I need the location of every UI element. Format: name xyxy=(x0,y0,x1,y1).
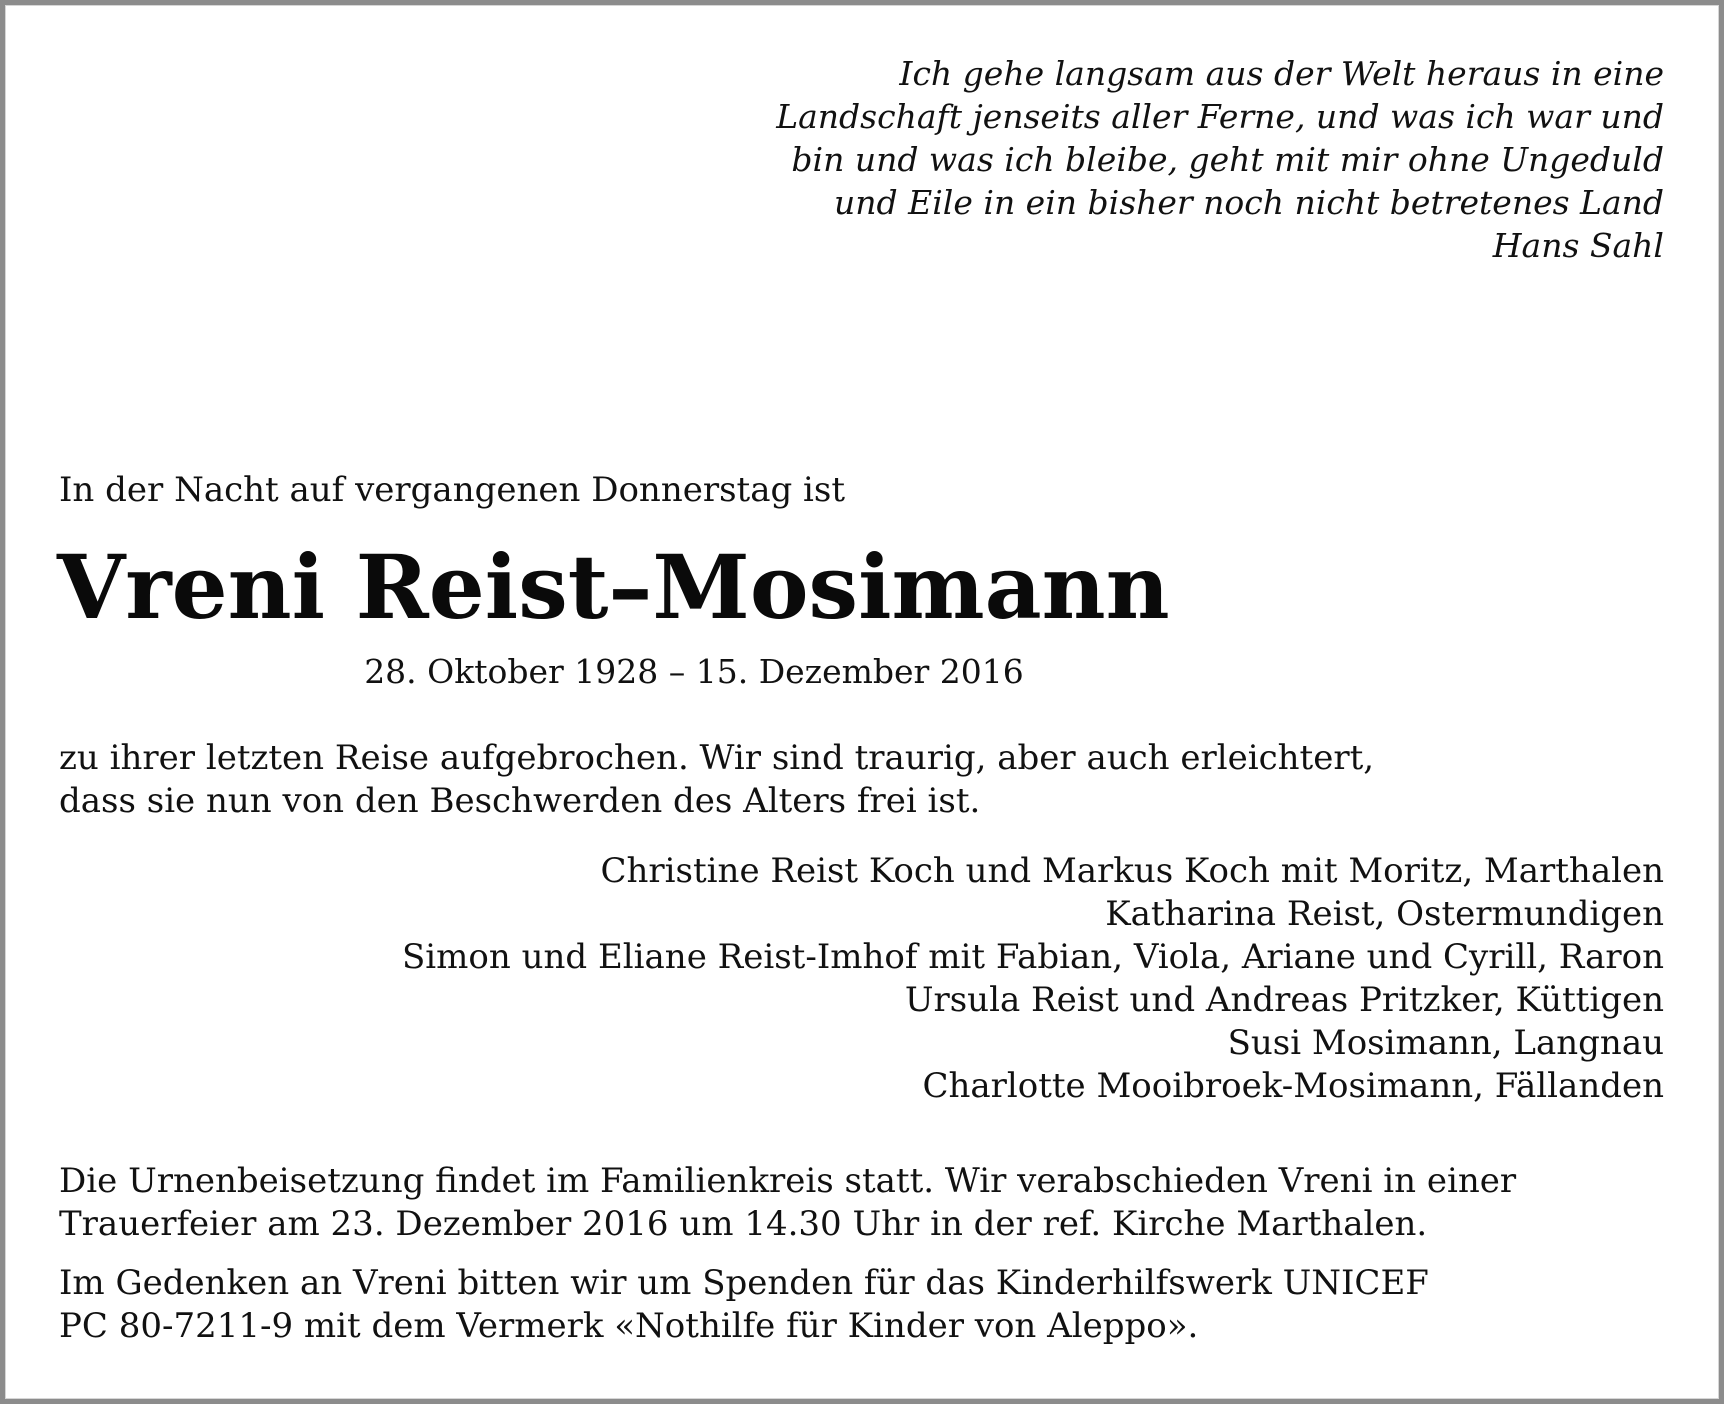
mourner-entry: Katharina Reist, Ostermundigen xyxy=(1105,894,1664,934)
quote-author: Hans Sahl xyxy=(1492,226,1664,265)
mourner-entry: Christine Reist Koch und Markus Koch mit Moritz, Marthalen xyxy=(600,851,1664,891)
quote-line: bin und was ich bleibe, geht mit mir ohne Ungeduld xyxy=(791,140,1664,179)
mourners-list xyxy=(402,850,1664,1108)
funeral-line: Die Urnenbeisetzung findet im Familienkreis statt. Wir verabschieden Vreni in einer xyxy=(59,1161,1517,1201)
quote-line: Ich gehe langsam aus der Welt heraus in eine xyxy=(899,54,1664,93)
donation-line: PC 80-7211-9 mit dem Vermerk «Nothilfe für Kinder von Aleppo». xyxy=(59,1306,1199,1346)
deceased-name: Vreni Reist–Mosimann xyxy=(57,535,1170,639)
funeral-notice xyxy=(59,1160,1516,1246)
life-dates: 28. Oktober 1928 – 15. Dezember 2016 xyxy=(364,652,1024,691)
mourner-entry: Charlotte Mooibroek-Mosimann, Fällanden xyxy=(922,1066,1664,1106)
intro-text: In der Nacht auf vergangenen Donnerstag ist xyxy=(59,470,846,510)
donation-notice xyxy=(59,1262,1429,1348)
announcement-line: dass sie nun von den Beschwerden des Alters frei ist. xyxy=(59,781,981,821)
donation-line: Im Gedenken an Vreni bitten wir um Spenden für das Kinderhilfswerk UNICEF xyxy=(59,1263,1429,1303)
epigraph-quote xyxy=(776,52,1664,267)
announcement-line: zu ihrer letzten Reise aufgebrochen. Wir sind traurig, aber auch erleichtert, xyxy=(59,738,1375,778)
funeral-line: Trauerfeier am 23. Dezember 2016 um 14.30 Uhr in der ref. Kirche Marthalen. xyxy=(59,1204,1428,1244)
mourner-entry: Susi Mosimann, Langnau xyxy=(1227,1023,1664,1063)
mourner-entry: Simon und Eliane Reist-Imhof mit Fabian, Viola, Ariane und Cyrill, Raron xyxy=(402,937,1664,977)
quote-line: und Eile in ein bisher noch nicht betretenes Land xyxy=(834,183,1664,222)
mourner-entry: Ursula Reist und Andreas Pritzker, Küttigen xyxy=(904,980,1664,1020)
announcement-text xyxy=(59,737,1374,823)
quote-line: Landschaft jenseits aller Ferne, und was ich war und xyxy=(776,97,1664,136)
